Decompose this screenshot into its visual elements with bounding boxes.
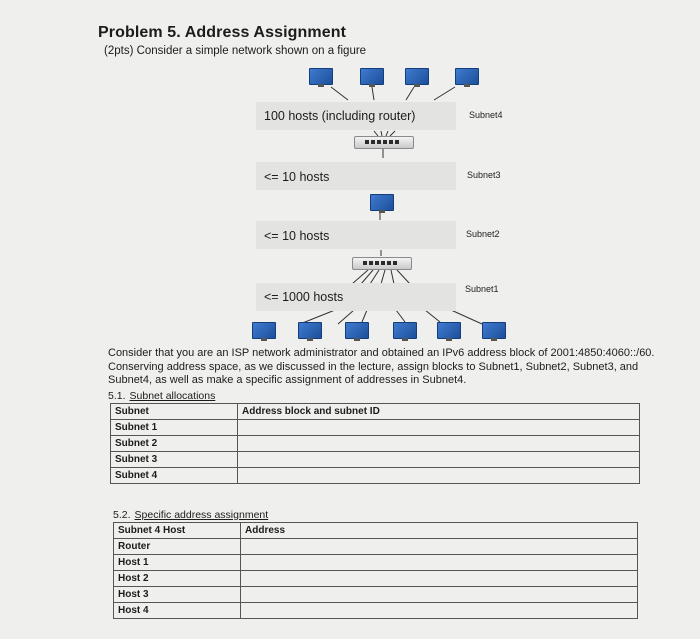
table-row [114, 603, 638, 619]
column-header: Subnet [111, 404, 238, 420]
subnet-tag-3: Subnet3 [467, 170, 501, 180]
column-header: Address [241, 523, 638, 539]
column-header: Address block and subnet ID [238, 404, 640, 420]
column-header: Subnet 4 Host [114, 523, 241, 539]
band-label-subnet1: <= 1000 hosts [264, 290, 344, 304]
subnet-tag-2: Subnet2 [466, 229, 500, 239]
table-header-row [111, 404, 640, 420]
row-label: Host 2 [114, 571, 241, 587]
pc-icon [405, 68, 429, 85]
address-cell[interactable] [241, 555, 638, 571]
row-label: Host 4 [114, 603, 241, 619]
section-5-1-heading [108, 390, 215, 402]
band-label-subnet3: <= 10 hosts [264, 170, 330, 184]
section-title: Subnet allocations [129, 390, 216, 402]
pc-icon [482, 322, 506, 339]
problem-title: Problem 5. Address Assignment [98, 24, 347, 41]
table-row [114, 539, 638, 555]
pc-icon [298, 322, 322, 339]
pc-icon [370, 194, 394, 211]
switch-icon [354, 136, 414, 149]
table-row [111, 452, 640, 468]
pc-icon [437, 322, 461, 339]
address-cell[interactable] [238, 420, 640, 436]
pc-icon [252, 322, 276, 339]
table-row [111, 468, 640, 484]
band-label-subnet4: 100 hosts (including router) [264, 109, 416, 123]
problem-subtitle: (2pts) Consider a simple network shown on a figure [104, 45, 367, 57]
row-label: Host 1 [114, 555, 241, 571]
band-label-subnet2: <= 10 hosts [264, 229, 330, 243]
section-title: Specific address assignment [134, 509, 269, 521]
row-label: Router [114, 539, 241, 555]
pc-icon [455, 68, 479, 85]
subnet-allocation-table [110, 403, 640, 484]
row-label: Subnet 3 [111, 452, 238, 468]
address-cell[interactable] [241, 571, 638, 587]
section-5-2-heading [113, 509, 268, 521]
row-label: Host 3 [114, 587, 241, 603]
switch-icon [352, 257, 412, 270]
address-cell[interactable] [238, 436, 640, 452]
table-row [114, 571, 638, 587]
address-cell[interactable] [241, 603, 638, 619]
section-number: 5.1. [108, 390, 126, 402]
pc-icon [360, 68, 384, 85]
table-row [111, 420, 640, 436]
address-cell[interactable] [238, 468, 640, 484]
table-row [114, 555, 638, 571]
table-header-row [114, 523, 638, 539]
problem-paragraph: Consider that you are an ISP network administrator and obtained an IPv6 address block of 2001:4850:4060::/60. Conserving address space, as we discussed in the lecture, assign blocks to Subnet1, Subnet2, Subnet3, and Subnet4, as well as make a specific assignment of addresses in Subnet4. [108, 347, 655, 386]
address-cell[interactable] [241, 539, 638, 555]
row-label: Subnet 1 [111, 420, 238, 436]
section-number: 5.2. [113, 509, 131, 521]
row-label: Subnet 2 [111, 436, 238, 452]
address-assignment-table [113, 522, 638, 619]
pc-icon [345, 322, 369, 339]
table-row [114, 587, 638, 603]
address-cell[interactable] [241, 587, 638, 603]
subnet-tag-4: Subnet4 [469, 110, 503, 120]
table-row [111, 436, 640, 452]
address-cell[interactable] [238, 452, 640, 468]
row-label: Subnet 4 [111, 468, 238, 484]
pc-icon [393, 322, 417, 339]
subnet-tag-1: Subnet1 [465, 284, 499, 294]
pc-icon [309, 68, 333, 85]
